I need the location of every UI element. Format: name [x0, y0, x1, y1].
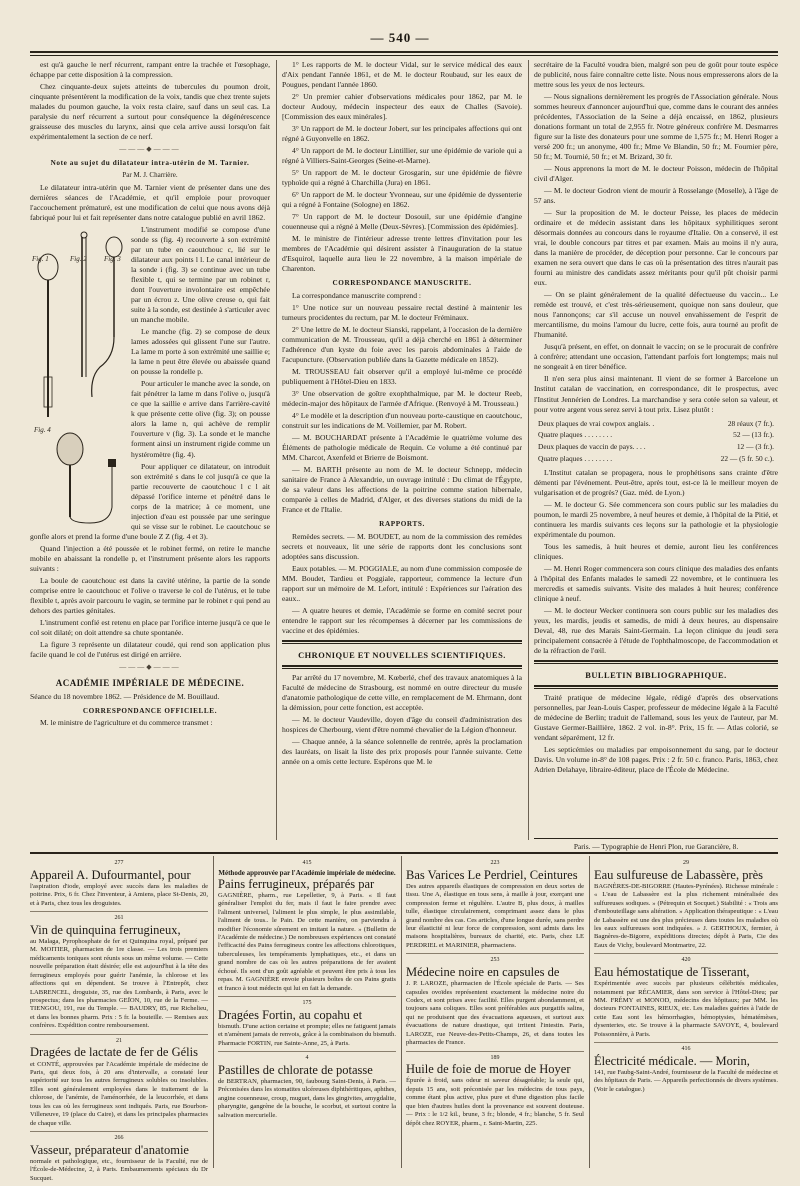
price-row [536, 430, 776, 440]
ad-number: 4 [305, 1055, 309, 1062]
ads-column-1 [30, 858, 208, 1182]
ad-title: Dragées de lactate de fer de Gélis [30, 1045, 198, 1060]
seance-line: Séance du 18 novembre 1862. — Présidence de M. Bouillaud. [30, 691, 220, 701]
double-rule [534, 660, 778, 664]
subsection-title: CORRESPONDANCE OFFICIELLE. [82, 706, 218, 715]
paragraph: — M. le docteur Vaudeville, doyen d'âge du conseil d'administration des hospices de Cherbourg, vient d'être nommé chevalier de la Légion d'honneur. [282, 714, 522, 734]
section-title: CHRONIQUE ET NOUVELLES SCIENTIFIQUES. [298, 650, 506, 660]
paragraph: — Sur la proposition de M. le docteur Peisse, les places de médecin ordinaire et de médecin assistant dans les hôpitaux syphilitiques seront désormais données au concours dans le royaume d'Italie. On a conservé, il est vrai, le double concours par titres et par examen. Mais au moins il n'y aura, dans la manière de procéder, de déception pour personne. Car le concours par examen ne sera ouvert que dans le cas où la présentation des titres n'aurait pas fourni au ministre des candidats assez méritants pour qu'il pût choisir parmi eux. [534, 208, 778, 288]
ad-title: Dragées Fortin, au copahu et [218, 1007, 363, 1022]
ad-title: Huile de foie de morue de Hoyer [406, 1062, 571, 1077]
paragraph: 4° Le modèle et la description d'un nouveau porte-caustique en caoutchouc, construit sur les indications de M. Voillemier, par M. Robert. [282, 410, 522, 430]
paragraph: — M. le docteur G. Sée commencera son cours public sur les maladies du poumon, le mardi 25 novembre, à neuf heures et demie, à l'hôpital de la Pitié, et continuera les mardis suivants ces leçons sur la pathologie et la physiologie expérimentale du poumon. [534, 499, 778, 539]
ad-title: Médecine noire en capsules de [406, 964, 560, 979]
price-value: 52 — (13 fr.). [733, 430, 774, 440]
column-divider [276, 60, 277, 840]
ad-text: de BERTRAN, pharmacien, 90, faubourg Saint-Denis, à Paris. — Préconisées dans les stomatites ulcéreuses diphthéritiques, aphthes, angine couenneuse, croup, muguet, dans les gingivites, amygdalite, pharyngite, gangrène de la bouche, le scorbut, et surtout contre la salivation mercurielle. [218, 1077, 396, 1119]
paragraph: Eaux potables. — M. POGGIALE, au nom d'une commission composée de MM. Boudet, Tardieu et Poggiale, rapporteur, commence la lecture d'un rapport sur un mémoire de M. Lefort, intitulé : Expériences sur l'aération des eaux.. [282, 563, 522, 603]
paragraph: 5° Un rapport de M. le docteur Grosgarin, sur une épidémie de fièvre typhoïde qui a régné à Charchilla (Jura) en 1861. [282, 168, 522, 188]
ad-block [594, 957, 778, 1043]
ad-text: l'aspiration d'iode, employé avec succès dans les maladies de poitrine. Prix, 6 fr. Chez l'inventeur, à Amiens, place St-Denis, 20, et à Paris, chez tous les droguistes. [30, 882, 208, 907]
paragraph: — A quatre heures et demie, l'Académie se forme en comité secret pour entendre le rapport sur les récompenses à décerner par les commissions de vaccine et des épidémies. [282, 605, 522, 635]
fig1-label: Fig. 1 [32, 255, 49, 264]
ad-divider [213, 856, 214, 1168]
price-value: 12 — (3 fr.). [736, 442, 774, 452]
paragraph: — Nous signalions dernièrement les progrès de l'Association générale. Nous sommes heureux d'annoncer aujourd'hui que, comme dans le courant des années précédentes, l'Association de la Seine a déjà encaissé, en 1862, plusieurs donations formant un total de 2,955 fr. Notre généreux confrère M. Desmarres figure sur la liste des donateurs pour une somme de 1,575 fr.; M. Henri Roger a versé 200 fr.; un anonyme, 400 fr.; Mme Ve Blandin, 50 fr.; M. Fournier père, 50 fr.; M. Tournié, 50 fr.; et M. Brizard, 30 fr. [534, 92, 778, 162]
dilator-figure [30, 227, 125, 527]
ad-block [30, 1135, 208, 1186]
ad-divider [401, 856, 402, 1168]
paragraph: 4° Un rapport de M. le docteur Lintillier, sur une épidémie de variole qui a régné à Villiers-Saint-Georges (Seine-et-Marne). [282, 146, 522, 166]
paragraph: Pour articuler le manche avec la sonde, on fait pénétrer la lame m dans l'olive o, jusqu'à ce que la saillie e arrive dans l'arrière-cavité k que présente cette olive (fig. 3); on pousse alors la lame n, qui achève de remplir l'ouverture v (fig. 3). La sonde et le manche forment ainsi un instrument rigide comme un hystéromètre (fig. 4). [131, 379, 270, 459]
paragraph: secrétaire de la Faculté voudra bien, malgré son peu de goût pour toute espèce de publicité, nous faire connaître cette liste. Nous nous empresserons alors de la mettre sous les yeux de nos lecteurs. [534, 60, 778, 90]
paragraph: 6° Un rapport de M. le docteur Yvonneau, sur une épidémie de dyssenterie qui a régné à Fontaine (Sologne) en 1862. [282, 190, 522, 210]
ad-number: 223 [490, 860, 500, 866]
section-title: ACADÉMIE IMPÉRIALE DE MÉDECINE. [55, 678, 245, 689]
biblio-entry: Traité pratique de médecine légale, rédigé d'après des observations personnelles, par Jean-Louis Casper, professeur de médecine légale à la Faculté de médecine de Berlin; traduit de l'allemand, sous les yeux de l'auteur, par M. Gustave Germer-Baillière, 1862. 2 vol. in-8°. Prix, 15 fr. — Atlas colorié, se vendant séparément, 12 fr. [534, 692, 778, 743]
ad-title: Eau sulfureuse de Labassère, près [594, 867, 764, 882]
price-value: 22 — (5 fr. 50 c.). [720, 453, 774, 463]
subsection-title: CORRESPONDANCE MANUSCRITE. [332, 279, 472, 288]
printer-footer: Paris. — Typographie de Henri Plon, rue Garancière, 8. [534, 838, 778, 851]
ad-block [594, 860, 778, 954]
paragraph: Le dilatateur intra-utérin que M. Tarnier vient de présenter dans une des dernières séances de l'Académie, et qu'il emploie pour provoquer l'accouchement prématuré, est une modification de celui que nous avons déjà fabriqué pour lui et fait représenter dans notre catalogue publié en avril 1862. [30, 183, 270, 223]
fig3-label: Fig. 3 [104, 255, 121, 264]
column-divider [528, 60, 529, 840]
ad-number: 21 [116, 1037, 122, 1044]
ad-number: 261 [114, 915, 124, 922]
ad-number: 415 [302, 860, 312, 866]
price-label: Deux plaques de vaccin de pays. . . . [538, 442, 646, 452]
ad-text: Épurée à froid, sans odeur ni saveur désagréable; la seule qui, depuis 15 ans, soit préconisée par les médecins de tous pays, comme étant plus active, plus pure et d'une digestion plus facile que bien d'autres huiles dont la provenance est souvent douteuse. — Prix : le 1/2 kil., brune, 3 fr.; blonde, 4 fr.; blanche, 5 fr. Seul dépôt chez ROYER, pharm., r. Saint-Martin, 225. [406, 1077, 584, 1127]
ad-number: 266 [114, 1135, 124, 1142]
paragraph: Par arrêté du 17 novembre, M. Kœberlé, chef des travaux anatomiques à la Faculté de médecine de Strasbourg, est nommé en outre directeur du musée d'anatomie pathologique de cette ville, en remplacement de M. Ehrmann, dont la démission, pour cette fonction, est acceptée. [282, 672, 522, 712]
paragraph: 3° Une observation de goître exophthalmique, par M. le docteur Reeb, médecin-major des hôpitaux de l'armée d'Afrique. (Renvoyé à M. Trousseau.) [282, 388, 522, 408]
paragraph: 1° Les rapports de M. le docteur Vidal, sur le service médical des eaux d'Aix pendant l'année 1861, et de M. le docteur Roubaud, sur les eaux de Pougues, pendant l'année 1860. [282, 60, 522, 90]
dilator-illustration [30, 227, 125, 527]
price-label: Quatre plaques . . . . . . . . [538, 430, 613, 440]
paragraph: Remèdes secrets. — M. BOUDET, au nom de la commission des remèdes secrets et nouveaux, lit une série de rapports dont les conclusions sont adoptées sans discussion. [282, 531, 522, 561]
paragraph: — M. le docteur Wecker continuera son cours public sur les maladies des yeux, les mardis, jeudis et samedis, de midi à deux heures, au dispensaire Deval, 48, rue des Marais Saint-Germain. La leçon clinique du jeudi sera principalement consacrée à l'étude de l'ophthalmoscope, de l'accommodation et de la réfraction de l'œil. [534, 605, 778, 655]
article-author: Par M. J. Charrière. [122, 170, 178, 179]
ad-text: BAGNÈRES-DE-BIGORRE (Hautes-Pyrénées). Richesse minérale : « L'eau de Labassère est la plus richement minéralisée des sulfureuses sodiques. » (Pétrequin et Socquet.) Stabilité : « Trois ans d'embouteillage sans altération. » Application thérapeutique : « L'eau de Labassère est une des plus précieuses dans toutes les maladies où les eaux sulfureuses sont indiquées. » J. GERTHOUX, fermier, à Bagnères-de-Bigorre, expéditions directes; dépôt à Paris, Cie des Eaux de Vichy, boulevard Montmartre, 22. [594, 882, 778, 949]
paragraph: — M. le docteur Godron vient de mourir à Rosselange (Moselle), à l'âge de 57 ans. [534, 186, 778, 206]
ad-title: Eau hémostatique de Tisserant, [594, 964, 750, 979]
ad-number: 416 [681, 1046, 691, 1053]
paragraph: Chez cinquante-deux sujets atteints de tubercules du poumon droit, cinquante présentèrent la modification de la voix, tandis que chez trente sujets malades du poumon gauche, la voix resta claire, sauf dans un seul cas. La paralysie du nerf récurrent a surtout pour conséquence la dégénérescence graisseuse des muscles du larynx, ainsi que cela arrive aussi lorsqu'on fait expérimentalement la section de ce nerf. [30, 82, 270, 142]
ad-text: Des autres appareils élastiques de compression en deux sortes de tissu. Une A, élastique en tous sens, à maille à jour, exerçant une compression ferme et régulière. L'autre B, plus doux, à mailles tulle, élastique circulairement, comprimant assez dans le plus grand nombre des cas. Ces articles, d'une longue durée, sans perdre leur élasticité ni leur force de compression, sont admis dans les maisons hospitalières, bureaux de charité, etc. Paris, chez LE PERDRIEL et MARINIER, pharmaciens. [406, 882, 584, 949]
paragraph: M. TROUSSEAU fait observer qu'il a employé lui-même ce procédé publiquement à l'Hôtel-Dieu en 1833. [282, 366, 522, 386]
paragraph: 1° Une notice sur un nouveau pessaire rectal destiné à maintenir les tumeurs procidentes du rectum, par M. le docteur Fréminaux. [282, 302, 522, 322]
fig2-label: Fig. 2 [70, 255, 87, 264]
double-rule [282, 640, 522, 644]
ad-block [218, 1000, 396, 1052]
paragraph: — M. BOUCHARDAT présente à l'Académie le quatrième volume des Éléments de pathologie médicale de Requin. Ce volume a été continué par MM. Charcot, Axenfeld et Brierre de Boismont. [282, 433, 522, 463]
ads-column-4 [594, 858, 778, 1168]
biblio-entry: Les septicémies ou maladies par empoisonnement du sang, par le docteur Davis. Un volume in-8° de 108 pages. Prix : 2 fr. 50 c. franco. Paris, 1863, chez Adrien Delahaye, libraire-éditeur, place de l'École de Médecine. [534, 745, 778, 775]
ad-text: Expérimentée avec succès par plusieurs célébrités médicales, notamment par RÉCAMIER, dans son service à l'Hôtel-Dieu; par MM. FRÉMY et MONOD, médecins des hôpitaux; par MM. les docteurs FONTAINES, RIEUX, etc. Les maladies guéries à l'aide de cette Eau sont les hémorrhagies, hémoptysies, hématémèses, dysenteries, etc. Se trouve à la pharmacie SAVOYE, 4, boulevard Poissonnière, à Paris. [594, 980, 778, 1038]
ad-number: 29 [683, 860, 689, 866]
separator: ———◆——— [119, 662, 181, 671]
paragraph: La boule de caoutchouc est dans la cavité utérine, la partie de la sonde comprise entre le caoutchouc et l'olive o traverse le col de l'utérus, et le tube flexible t, après avoir parcouru le vagin, se termine par le robinet r qui pend au dehors des parties génitales. [30, 575, 270, 615]
ads-top-rule [30, 852, 778, 854]
paragraph: 2° Un premier cahier d'observations médicales pour 1862, par M. le docteur Audouy, médecin inspecteur des eaux de Challes (Savoie). [Commission des eaux minérales]. [282, 92, 522, 122]
paragraph: 3° Un rapport de M. le docteur Jobert, sur les principales affections qui ont régné à Guyonvelle en 1862. [282, 124, 522, 144]
ad-header: Méthode approuvée par l'Académie impériale de médecine. [218, 868, 396, 877]
ad-title: Électricité médicale. — Morin, [594, 1053, 750, 1068]
column-1 [30, 60, 270, 842]
ad-divider [589, 856, 590, 1168]
ad-block [406, 957, 584, 1051]
ad-text: normale et pathologique, etc., fournisseur de la Faculté, rue de l'École-de-Médecine, 2, à Paris. Embaumements spéciaux du Dr Sucquet. [30, 1157, 208, 1182]
ad-title: Appareil A. Dufourmantel, pour [30, 867, 191, 882]
paragraph: M. le ministre de l'intérieur adresse trente lettres d'invitation pour les membres de l'Académie qui désirent assister à l'inauguration de la statue d'Esquirol, laquelle aura lieu le 22 novembre, à la maison impériale de Charenton. [282, 234, 522, 274]
double-rule [534, 685, 778, 689]
ad-number: 277 [114, 860, 124, 866]
paragraph: L'instrument modifié se compose d'une sonde ss (fig. 4) recouverte à son extrémité par un tube en caoutchouc c, lié sur le dilatateur aux points l l. Le canal intérieur de la sonde i (fig. 3) se continue avec un tube flexible t, qui se termine par un robinet r, dont l'ouverture involontaire est empêchée par un écrou z. Une olive creuse o, qui fait suite à la sonde, est destinée à s'articuler avec un manche mobile. [131, 225, 270, 325]
ad-text: bismuth. D'une action certaine et prompte; elles ne fatiguent jamais et n'amènent jamais de renvois, grâce à la combinaison du bismuth. Pharmacie FORTIN, rue Sainte-Anne, 25, à Paris. [218, 1022, 396, 1047]
article-title: Note au sujet du dilatateur intra-utérin de M. Tarnier. [50, 159, 250, 168]
price-row [536, 454, 776, 464]
paragraph: L'instrument confié est retenu en place par l'orifice interne jusqu'à ce que le col soit dilaté; on doit attendre sa chute spontanée. [30, 617, 270, 637]
double-rule [282, 665, 522, 669]
page-number: — 540 — [370, 30, 430, 45]
ads-column-2 [218, 858, 396, 1168]
ad-title: Pastilles de chlorate de potasse [218, 1062, 373, 1077]
ads-column-3 [406, 858, 584, 1168]
ad-title: Vin de quinquina ferrugineux, [30, 922, 181, 937]
ad-number: 189 [490, 1054, 500, 1061]
ad-block [594, 1046, 778, 1097]
ad-block [30, 915, 208, 1035]
section-title: BULLETIN BIBLIOGRAPHIQUE. [585, 670, 727, 680]
paragraph: M. le ministre de l'agriculture et du commerce transmet : [40, 718, 213, 728]
ad-title: Vasseur, préparateur d'anatomie [30, 1142, 189, 1157]
paragraph: Jusqu'à présent, en effet, on donnait le vaccin; on se le procurait de confrère à confrère; attendant une occasion, l'attendant parfois fort longtemps; mais nul ne songeait à en tirer bénéfice. [534, 342, 778, 372]
ad-block [406, 860, 584, 954]
paragraph: — Chaque année, à la séance solennelle de rentrée, après la proclamation des lauréats, on lisait la liste des prix proposés pour l'année suivante. Cette année on a omis cette lecture. Espérons que M. le [282, 736, 522, 767]
ad-number: 420 [681, 957, 691, 964]
price-label: Quatre plaques . . . . . . . . [538, 453, 613, 463]
paragraph: est qu'à gauche le nerf récurrent, rampant entre la trachée et l'œsophage, échappe par cette disposition à la compression. [30, 60, 270, 80]
ad-block [406, 1055, 584, 1131]
price-label: Deux plaques de vrai cowpox anglais. . [538, 418, 655, 428]
paragraph: — Nous apprenons la mort de M. le docteur Poisson, médecin de l'hôpital civil d'Alger. [534, 164, 778, 184]
column-2 [282, 60, 522, 842]
fig4-label: Fig. 4 [34, 426, 51, 435]
paragraph: La correspondance manuscrite comprend : [292, 290, 422, 300]
ad-text: et CONTÉ, approuvées par l'Académie impériale de médecine de Paris, qui deux fois, à 20 ans d'intervalle, a constaté leur supériorité sur tous les autres ferrugineux solubles ou insolubles. Elles sont généralement employées dans le traitement de la chlorose, de l'anémie, de l'aménorrhée, de la leucorrhée, et dans tous les cas où les ferrugineux sont indiqués. Paris, rue Bourbon-Villeneuve, 19 (place du Caire), et dans les principales pharmacies de chaque ville. [30, 1060, 208, 1127]
ad-text: 141, rue Faubg-Saint-André, fournisseur de la Faculté de médecine et des hôpitaux de Paris. — Appareils perfectionnés de divers systèmes. (Voir le catalogue.) [594, 1068, 778, 1093]
subsection-title: RAPPORTS. [379, 520, 425, 529]
paragraph: Le manche (fig. 2) se compose de deux lames adossées qui glissent l'une sur l'autre. La lame m porte à son extrémité une saillie e; la lame n peut être élevée ou abaissée quand on pousse la rondelle p. [131, 327, 270, 377]
ad-block [30, 1038, 208, 1132]
ad-number: 253 [490, 957, 500, 964]
paragraph: 2° Une lettre de M. le docteur Sianski, rappelant, à l'occasion de la dernière communication de M. Trousseau, qu'il a déjà cherché en 1861 à déterminer l'adhérence d'un kyste du foie avec les parois abdominales à l'aide de l'acupuncture. (Observation publiée dans la Gazette médicale en 1852). [282, 324, 522, 364]
paragraph: Tous les samedis, à huit heures et demie, auront lieu les conférences cliniques. [534, 541, 778, 561]
column-3 [534, 60, 778, 836]
paragraph: — On se plaint généralement de la qualité défectueuse du vaccin... Le remède est trouvé, et c'est très-sérieusement, quoique non sans douleur, que nous l'annonçons; car s'il accuse un nouvel envahissement de l'esprit de mercantilisme, du moins l'amour du lucre, cette fois, aura tourné au profit de l'humanité. [534, 290, 778, 340]
paragraph: Il n'en sera plus ainsi maintenant. Il vient de se former à Barcelone un Institut catalan de vaccination, en correspondance, dit le prospectus, avec l'Institut Jennérien de Londres. La marchandise y sera cotée selon sa valeur, et pour votre argent vous serez servi à tout prix. Lisez plutôt : [534, 374, 778, 414]
paragraph: Quand l'injection a été poussée et le robinet fermé, on retire le manche mobile en abaissant la rondelle p, et l'instrument présente alors les rapports suivants : [30, 543, 270, 573]
separator: ———◆——— [119, 145, 181, 154]
header-rule [30, 51, 778, 56]
paragraph: Pour appliquer ce dilatateur, on introduit son extrémité s dans le col jusqu'à ce que la partie recouverte de caoutchouc l c l ait dépassé l'orifice interne et pénétré dans le corps de la matrice; à ce moment, une injection d'eau est poussée par une seringue qui se visse sur le robinet. Le caoutchouc se gonfle alors et prend la forme d'une boule Z Z (fig. 4 et 3). [30, 461, 270, 541]
ad-text: J. P. LAROZE, pharmacien de l'École spéciale de Paris. — Ses capsules ovoïdes représentent exactement la médecine noire du Codex, et sont prises avec facilité. Elles purgent abondamment, et toujours sans coliques. Elles sont préférables aux purgatifs salins, qui ne produisent que des évacuations aqueuses, et surtout aux évacuations de nature drastique, qui irritent l'intestin. Paris, LAROZE, rue Neuve-des-Petits-Champs, 26, et dans toutes les pharmacies de France. [406, 980, 584, 1047]
ad-title: Pains ferrugineux, préparés par [218, 876, 375, 891]
ad-number: 175 [302, 1000, 312, 1006]
ad-block [218, 1055, 396, 1123]
ad-text: au Malaga, Pyrophosphate de fer et Quinquina royal, préparé par M. MOITIER, pharmacien de 1re classe. — Les trois premiers médicaments toniques sont réunis sous un même volume. — Cette nouvelle préparation était désirée; elle est aujourd'hui à la tête des ferrugineux employés pour guérir l'anémie, la chlorose et les affections qui en dépendent. Se trouve à l'Entrepôt, chez LABRENCEL, droguiste, 35, rue des Lombards, à Paris, avec le prospectus; dans les pharmacies GEÏON, 10, rue de la Ferme. — TIENGOU, 191, rue du Temple. — BAUDRY, 85, rue Richelieu, et dans les bonnes pharm. Prix : 5 fr. la bouteille. — Remises aux confrères. Expédition contre remboursement. [30, 937, 208, 1030]
price-row [536, 419, 776, 429]
paragraph: La figure 3 représente un dilatateur coudé, qui rend son application plus facile quand le col de l'utérus est dirigé en arrière. [30, 639, 270, 659]
paragraph: — M. Henri Roger commencera son cours clinique des maladies des enfants à l'hôpital des Enfants malades le samedi 22 novembre, et le continuera les mercredis et samedis suivants. Visite des malades à huit heures; conférence clinique à neuf. [534, 563, 778, 603]
price-value: 28 réaux (7 fr.). [727, 418, 774, 428]
paragraph: 7° Un rapport de M. le docteur Dosouil, sur une épidémie d'angine couenneuse qui a régné à Melle (Deux-Sèvres). [Commission des épidémies]. [282, 212, 522, 232]
ad-block [218, 860, 396, 997]
ad-block [30, 860, 208, 912]
ad-title: Bas Varices Le Perdriel, Ceintures [406, 867, 578, 882]
ad-text: GAGNIÈRE, pharm., rue Lepelletier, 9, à Paris. « Il faut généraliser l'emploi du fer, mais il faut le faire prendre avec l'aliment universel, l'aliment le plus simple, le plus assimilable, l'aliment de tous.. le Pain. De cette manière, on parviendra à modifier l'économie sûrement en imitant la nature. » (Bulletin de l'Académie de médecine.) De nombreuses expériences ont constaté l'efficacité des Pains ferrugineux contre les affections chlorotiques, tuberculeuses, les tempéraments lymphatiques, etc., et dans un grand nombre de cas où les autres préparations de fer avaient échoué. Ils sont d'un goût agréable et peuvent être pris à tous les repas. M. GAGNIÈRE envoie plusieurs boîtes de ces Pains gratis et franco à tout médecin qui lui en fait la demande. [218, 891, 396, 992]
paragraph: L'Institut catalan se propagera, nous le prophétisons sans crainte d'être démenti par l'événement. Peut-être, après tout, est-ce là le meilleur moyen de vulgarisation et de progrès? (Gaz. méd. de Lyon.) [534, 467, 778, 497]
paragraph: — M. BARTH présente au nom de M. le docteur Schnepp, médecin sanitaire de France à Alexandrie, un ouvrage intitulé : Du climat de l'Égypte, de sa valeur dans les affections de la poitrine comme station hibernale, comparée à celles de Madrid, d'Alger, et des diverses stations du midi de la France et de l'Italie. [282, 465, 522, 515]
price-table [534, 417, 778, 466]
price-row [536, 442, 776, 452]
